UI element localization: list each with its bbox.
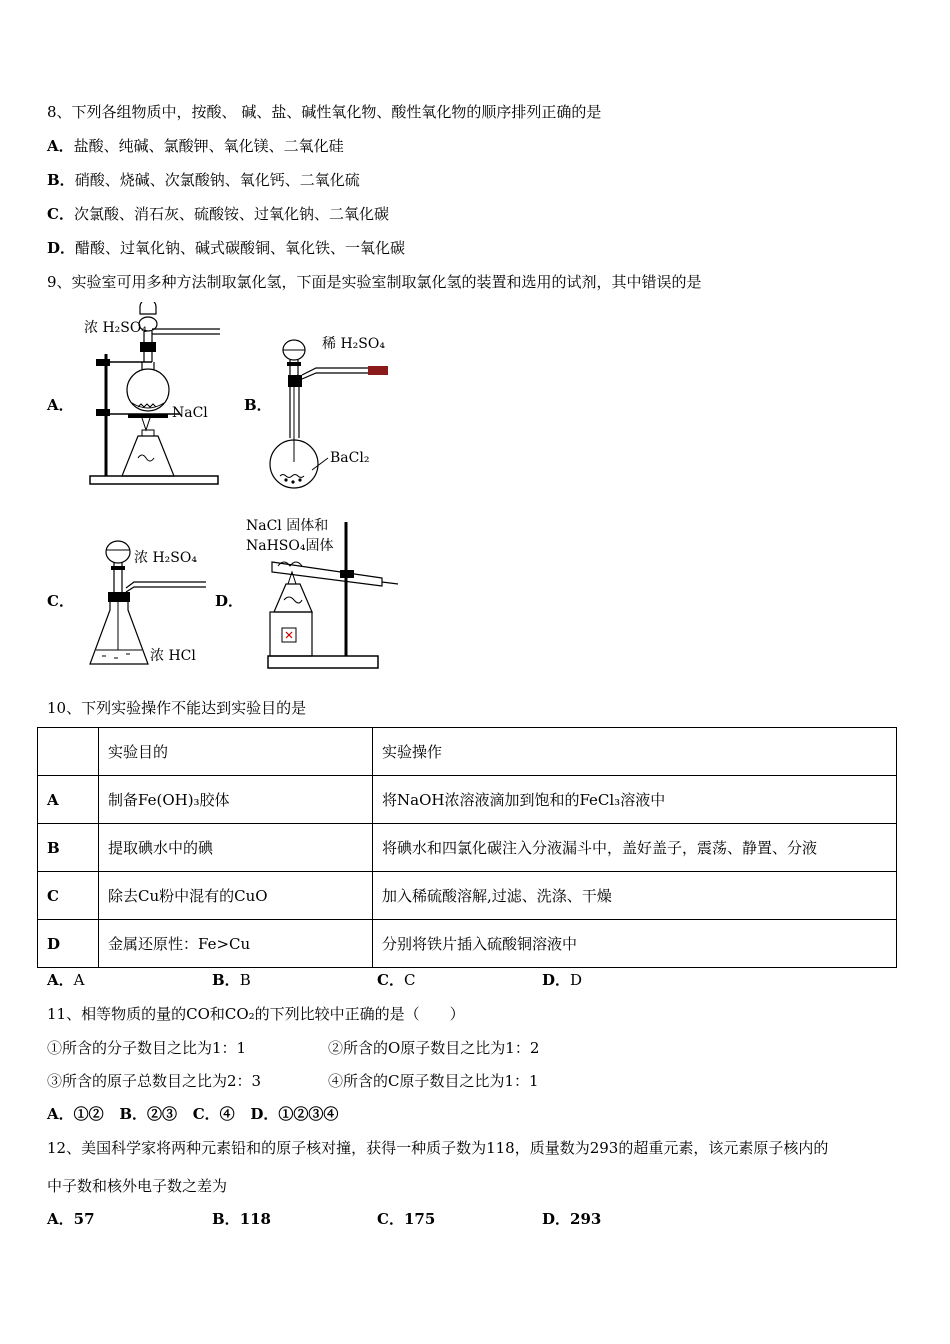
option-label: B． — [47, 171, 75, 189]
option-label: D． — [47, 239, 76, 257]
option-text: ④ — [219, 1105, 235, 1123]
option-text: D — [570, 971, 583, 989]
table-cell-goal: 除去Cu粉中混有的CuO — [99, 872, 373, 920]
table-row — [38, 920, 897, 968]
table-header-cell: 实验操作 — [373, 728, 897, 776]
q11-statement-1: ①所含的分子数目之比为1：1 — [47, 1039, 247, 1057]
q11-options — [47, 1104, 338, 1124]
table-cell-goal: 制备Fe(OH)₃胶体 — [99, 776, 373, 824]
q11-statement-2: ②所含的O原子数目之比为1：2 — [328, 1039, 540, 1057]
option-label: D． — [542, 971, 571, 989]
apparatus-a-illustration — [80, 302, 230, 490]
fig-b-label: B． — [244, 396, 272, 414]
option-label: C． — [47, 205, 74, 223]
table-cell-operation: 将碘水和四氯化碳注入分液漏斗中，盖好盖子，震荡、静置、分液 — [373, 824, 897, 872]
option-text: ①② — [73, 1105, 104, 1123]
q8-option-d — [47, 238, 405, 258]
apparatus-b-illustration — [266, 330, 406, 495]
q12-option-d — [542, 1209, 601, 1229]
option-text: 118 — [239, 1210, 271, 1228]
option-label: B． — [212, 971, 240, 989]
table-header-cell: 实验目的 — [99, 728, 373, 776]
table-cell-operation: 将NaOH浓溶液滴加到饱和的FeCl₃溶液中 — [373, 776, 897, 824]
q8-option-a — [47, 136, 344, 156]
option-label: A． — [47, 137, 74, 155]
option-text: C — [403, 971, 416, 989]
table-cell-key: A — [38, 776, 99, 824]
q12-stem-line2: 中子数和核外电子数之差为 — [47, 1177, 228, 1195]
option-text: 醋酸、过氧化钠、碱式碳酸铜、氧化铁、一氧化碳 — [75, 239, 406, 257]
q8-stem: 8、下列各组物质中，按酸、 碱、盐、碱性氧化物、酸性氧化物的顺序排列正确的是 — [47, 103, 602, 121]
q12-option-c — [377, 1209, 435, 1229]
q10-option-b — [212, 970, 251, 990]
table-cell-operation: 加入稀硫酸溶解,过滤、洗涤、干燥 — [373, 872, 897, 920]
option-text: 293 — [570, 1210, 602, 1228]
table-header-cell — [38, 728, 99, 776]
fig-d-label: D． — [215, 592, 244, 610]
option-text: 175 — [403, 1210, 436, 1228]
option-text: 硝酸、烧碱、次氯酸钠、氧化钙、二氧化硫 — [74, 171, 360, 189]
table-row — [38, 824, 897, 872]
fig-d-solid-line2: NaHSO₄固体 — [246, 538, 334, 554]
option-label: C． — [192, 1105, 220, 1123]
option-label: D． — [250, 1105, 279, 1123]
table-cell-key: D — [38, 920, 99, 968]
q10-stem: 10、下列实验操作不能达到实验目的是 — [47, 699, 307, 717]
fig-b-acid-label: 稀 H₂SO₄ — [322, 336, 385, 352]
option-label: A． — [47, 1210, 74, 1228]
q10-option-c — [377, 970, 415, 990]
table-row — [38, 776, 897, 824]
q8-option-c — [47, 204, 389, 224]
apparatus-d-illustration — [242, 514, 407, 674]
q8-option-b — [47, 170, 360, 190]
fig-a-label: A． — [47, 396, 74, 414]
q12-option-a — [47, 1209, 95, 1229]
option-label: B． — [212, 1210, 240, 1228]
table-cell-key: C — [38, 872, 99, 920]
option-text: 57 — [73, 1210, 95, 1228]
table-cell-key: B — [38, 824, 99, 872]
table-row — [38, 872, 897, 920]
q10-option-d — [542, 970, 582, 990]
q10-option-a — [47, 970, 84, 990]
option-label: A． — [47, 971, 74, 989]
option-label: D． — [542, 1210, 571, 1228]
option-text: A — [73, 971, 85, 989]
option-text: ①②③④ — [278, 1105, 339, 1123]
option-label: C． — [377, 971, 404, 989]
table-cell-operation: 分别将铁片插入硫酸铜溶液中 — [373, 920, 897, 968]
experiment-table — [37, 727, 897, 968]
q11-statement-3: ③所含的原子总数目之比为2：3 — [47, 1072, 262, 1090]
option-label: A． — [47, 1105, 74, 1123]
option-text: ②③ — [147, 1105, 178, 1123]
fig-b-solid-label: BaCl₂ — [330, 450, 370, 466]
option-text: B — [239, 971, 251, 989]
option-text: 次氯酸、消石灰、硫酸铵、过氧化钠、二氧化碳 — [73, 205, 389, 223]
table-header-row — [38, 728, 897, 776]
option-text: 盐酸、纯碱、氯酸钾、氧化镁、二氧化硅 — [73, 137, 344, 155]
fig-d-solid-line1: NaCl 固体和 — [246, 518, 329, 534]
q11-stem: 11、相等物质的量的CO和CO₂的下列比较中正确的是（ ） — [47, 1005, 465, 1023]
table-cell-goal: 金属还原性：Fe>Cu — [99, 920, 373, 968]
fig-c-label: C． — [47, 592, 74, 610]
fig-a-solid-label: NaCl — [172, 405, 208, 421]
q9-stem: 9、实验室可用多种方法制取氯化氢，下面是实验室制取氯化氢的装置和选用的试剂，其中错误的是 — [47, 273, 702, 291]
fig-c-acid-label: 浓 H₂SO₄ — [134, 550, 197, 566]
option-label: B． — [119, 1105, 148, 1123]
apparatus-c-illustration — [86, 532, 216, 670]
fig-c-liquid-label: 浓 HCl — [150, 648, 196, 664]
table-cell-goal: 提取碘水中的碘 — [99, 824, 373, 872]
fig-a-acid-label: 浓 H₂SO₄ — [84, 320, 147, 336]
q12-option-b — [212, 1209, 271, 1229]
option-label: C． — [377, 1210, 404, 1228]
q12-stem-line1: 12、美国科学家将两种元素铅和的原子核对撞，获得一种质子数为118，质量数为293的超重元素，该元素原子核内的 — [47, 1139, 829, 1157]
q11-statement-4: ④所含的C原子数目之比为1：1 — [328, 1072, 539, 1090]
